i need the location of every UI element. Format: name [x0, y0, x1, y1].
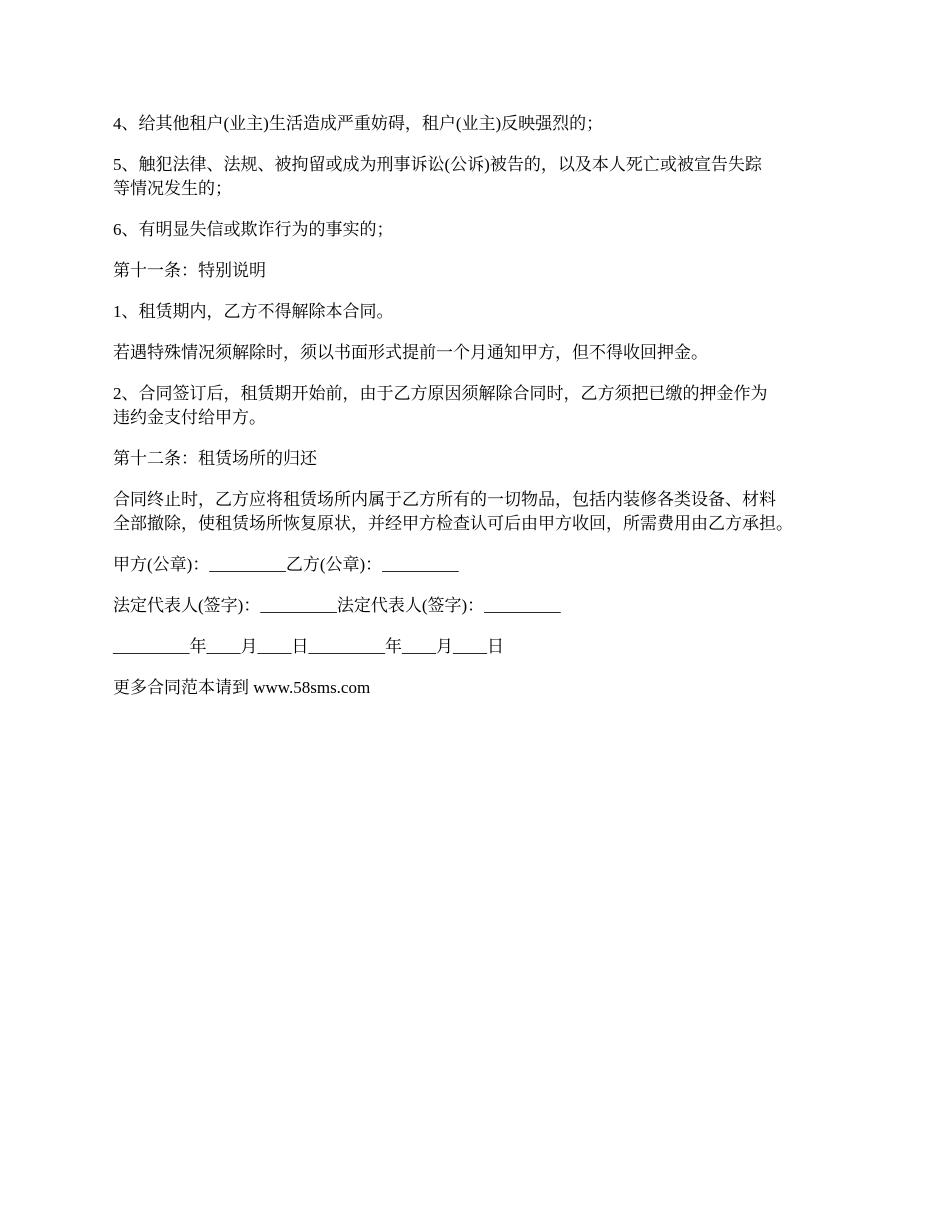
- signature-seal-line: 甲方(公章)：_________乙方(公章)：_________: [113, 555, 459, 574]
- document-page: [113, 112, 853, 717]
- article-12-body: 合同终止时，乙方应将租赁场所内属于乙方所有的一切物品，包括内装修各类设备、材料 全部撤除，使租赁场所恢复原状，并经甲方检查认可后由甲方收回，所需费用由乙方承担。: [113, 490, 793, 533]
- footer-more-templates: 更多合同范本请到 www.58sms.com: [113, 678, 371, 697]
- article-11-heading: 第十一条：特别说明: [113, 261, 266, 280]
- signature-representative-line: 法定代表人(签字)：_________法定代表人(签字)：_________: [113, 596, 561, 615]
- article-11-item-2: 2、合同签订后，租赁期开始前，由于乙方原因须解除合同时，乙方须把已缴的押金作为 违约金支付给甲方。: [113, 384, 768, 427]
- article-12-heading: 第十二条：租赁场所的归还: [113, 449, 317, 468]
- clause-item-4: 4、给其他租户(业主)生活造成严重妨碍，租户(业主)反映强烈的；: [113, 114, 604, 133]
- clause-item-6: 6、有明显失信或欺诈行为的事实的；: [113, 220, 394, 239]
- clause-item-5: 5、触犯法律、法规、被拘留或成为刑事诉讼(公诉)被告的，以及本人死亡或被宣告失踪 等情况发生的；: [113, 155, 762, 198]
- article-11-item-1: 1、租赁期内，乙方不得解除本合同。: [113, 302, 394, 321]
- signature-date-line: _________年____月____日_________年____月____日: [113, 637, 504, 656]
- article-11-note: 若遇特殊情况须解除时，须以书面形式提前一个月通知甲方，但不得收回押金。: [113, 343, 708, 362]
